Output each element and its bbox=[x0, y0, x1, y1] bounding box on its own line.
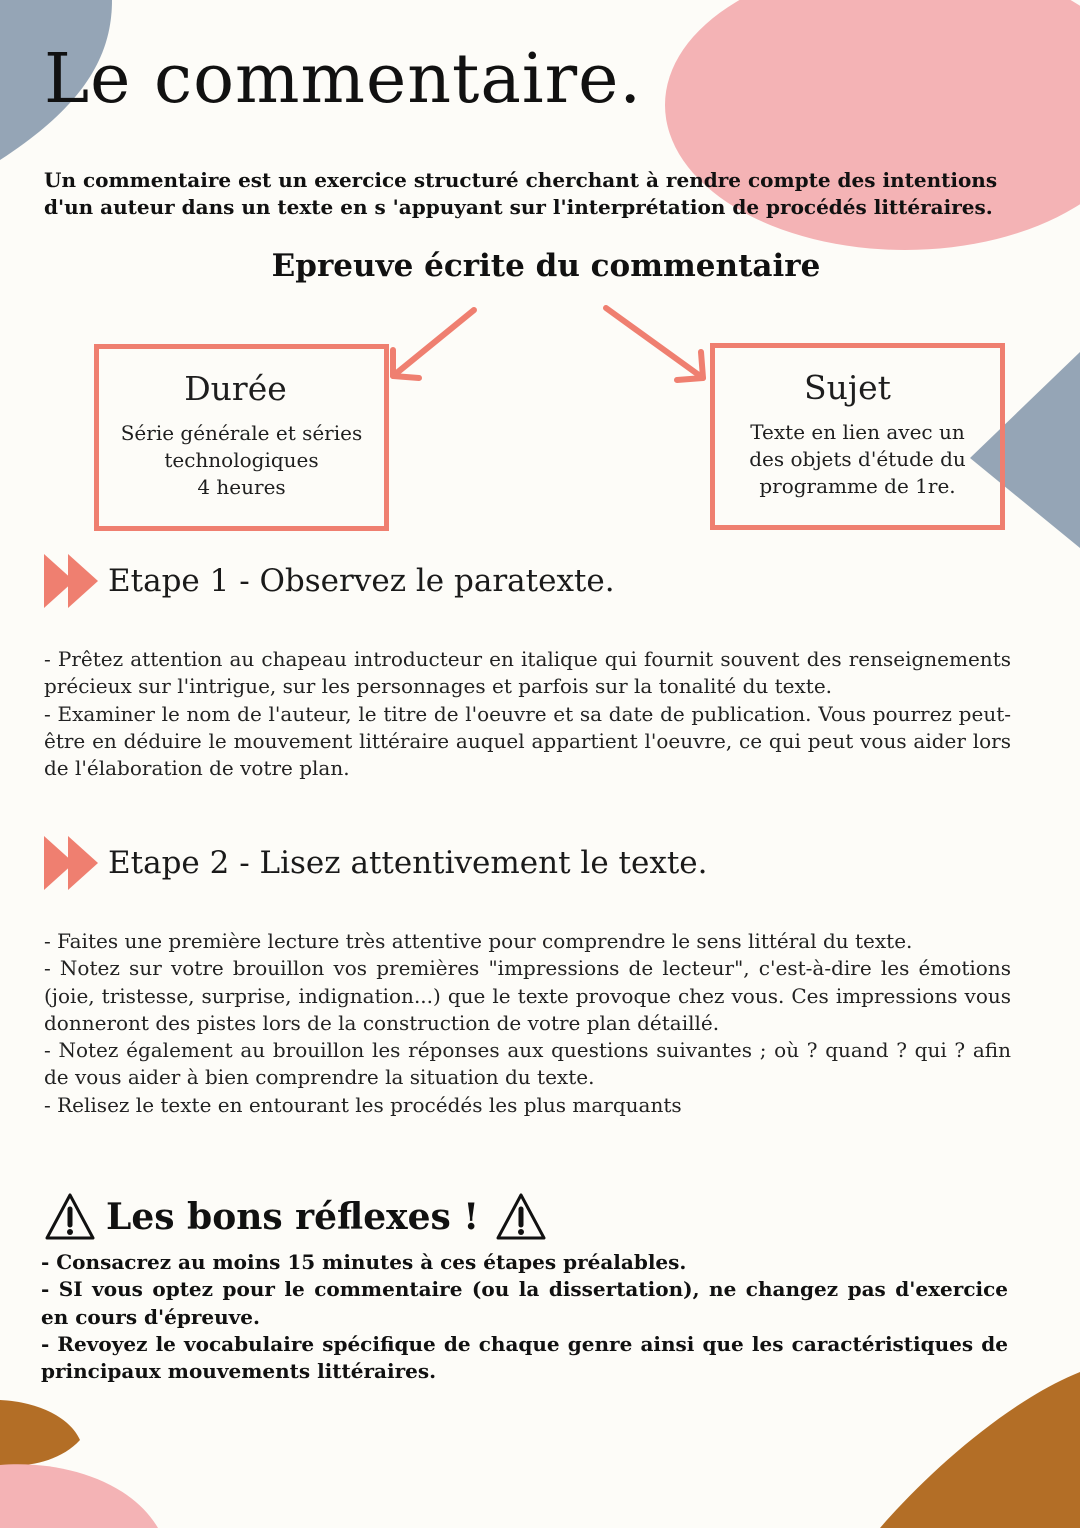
step-2-text bbox=[44, 928, 1011, 1119]
step-1-title: Etape 1 - Observez le paratexte. bbox=[108, 563, 615, 599]
double-arrow-icon bbox=[44, 834, 102, 892]
step-1-text bbox=[44, 646, 1011, 782]
duree-box bbox=[94, 344, 389, 531]
duree-text bbox=[99, 420, 384, 501]
step-2-item-3: - Notez également au brouillon les réponses aux questions suivantes ; où ? quand ? qui ? afin de vous aider à bien comprendre la situation du texte. bbox=[44, 1038, 1011, 1090]
duree-line-3: 4 heures bbox=[197, 475, 286, 499]
step-2-item-1: - Faites une première lecture très attentive pour comprendre le sens littéral du texte. bbox=[44, 929, 913, 953]
duree-line-1: Série générale et séries bbox=[120, 421, 363, 445]
reflexes-list bbox=[41, 1249, 1008, 1385]
sujet-box bbox=[710, 343, 1005, 530]
step-2-item-2: - Notez sur votre brouillon vos premières "impressions de lecteur", c'est-à-dire les émotions (joie, tristesse, surprise, indignation...) que le texte provoque chez vous. Ces impressions vous donneront des pistes lors de la construction de votre plan détaillé. bbox=[44, 956, 1011, 1035]
step-2-heading bbox=[44, 833, 744, 893]
arrow-right-line bbox=[606, 308, 703, 378]
warning-icon bbox=[495, 1192, 547, 1242]
reflex-item-3: - Revoyez le vocabulaire spécifique de chaque genre ainsi que les caractéristiques de principaux mouvements littéraires. bbox=[41, 1331, 1008, 1384]
sujet-line-3: programme de 1re. bbox=[759, 474, 956, 498]
sujet-title: Sujet bbox=[804, 368, 891, 407]
sujet-text bbox=[715, 419, 1000, 500]
page-title: Le commentaire. bbox=[44, 40, 643, 119]
sujet-line-1: Texte en lien avec un bbox=[750, 420, 965, 444]
warning-icon bbox=[44, 1192, 96, 1242]
duree-line-2: technologiques bbox=[164, 448, 319, 472]
reflex-item-1: - Consacrez au moins 15 minutes à ces étapes préalables. bbox=[41, 1250, 687, 1274]
double-arrow-icon bbox=[44, 552, 102, 610]
step-1-heading bbox=[44, 551, 744, 611]
pink-blob-bottom-left bbox=[0, 1464, 158, 1528]
ochre-blob-bottom-left bbox=[0, 1400, 80, 1466]
step-1-item-2: - Examiner le nom de l'auteur, le titre de l'oeuvre et sa date de publication. Vous pourrez peut-être en déduire le mouvement littéraire auquel appartient l'oeuvre, ce qui peut vous aider lors de l'élaboration de votre plan. bbox=[44, 701, 1011, 781]
duree-title: Durée bbox=[184, 369, 287, 408]
reflexes-title: Les bons réflexes ! bbox=[106, 1196, 480, 1238]
arrow-left-line bbox=[393, 310, 474, 376]
reflex-item-2: - SI vous optez pour le commentaire (ou la dissertation), ne changez pas d'exercice en cours d'épreuve. bbox=[41, 1277, 1008, 1329]
epreuve-heading: Epreuve écrite du commentaire bbox=[271, 248, 821, 284]
reflexes-heading bbox=[44, 1187, 547, 1247]
step-2-item-4: - Relisez le texte en entourant les procédés les plus marquants bbox=[44, 1092, 682, 1117]
step-2-title: Etape 2 - Lisez attentivement le texte. bbox=[108, 845, 708, 881]
sujet-line-2: des objets d'étude du bbox=[749, 447, 966, 471]
intro-text: Un commentaire est un exercice structuré cherchant à rendre compte des intentions d'un auteur dans un texte en s 'appuyant sur l'interprétation de procédés littéraires. bbox=[44, 168, 998, 219]
step-1-item-1: - Prêtez attention au chapeau introducteur en italique qui fournit souvent des renseignements précieux sur l'intrigue, sur les personnages et parfois sur la tonalité du texte. bbox=[44, 647, 1011, 699]
ochre-blob-bottom-right bbox=[880, 1372, 1080, 1528]
